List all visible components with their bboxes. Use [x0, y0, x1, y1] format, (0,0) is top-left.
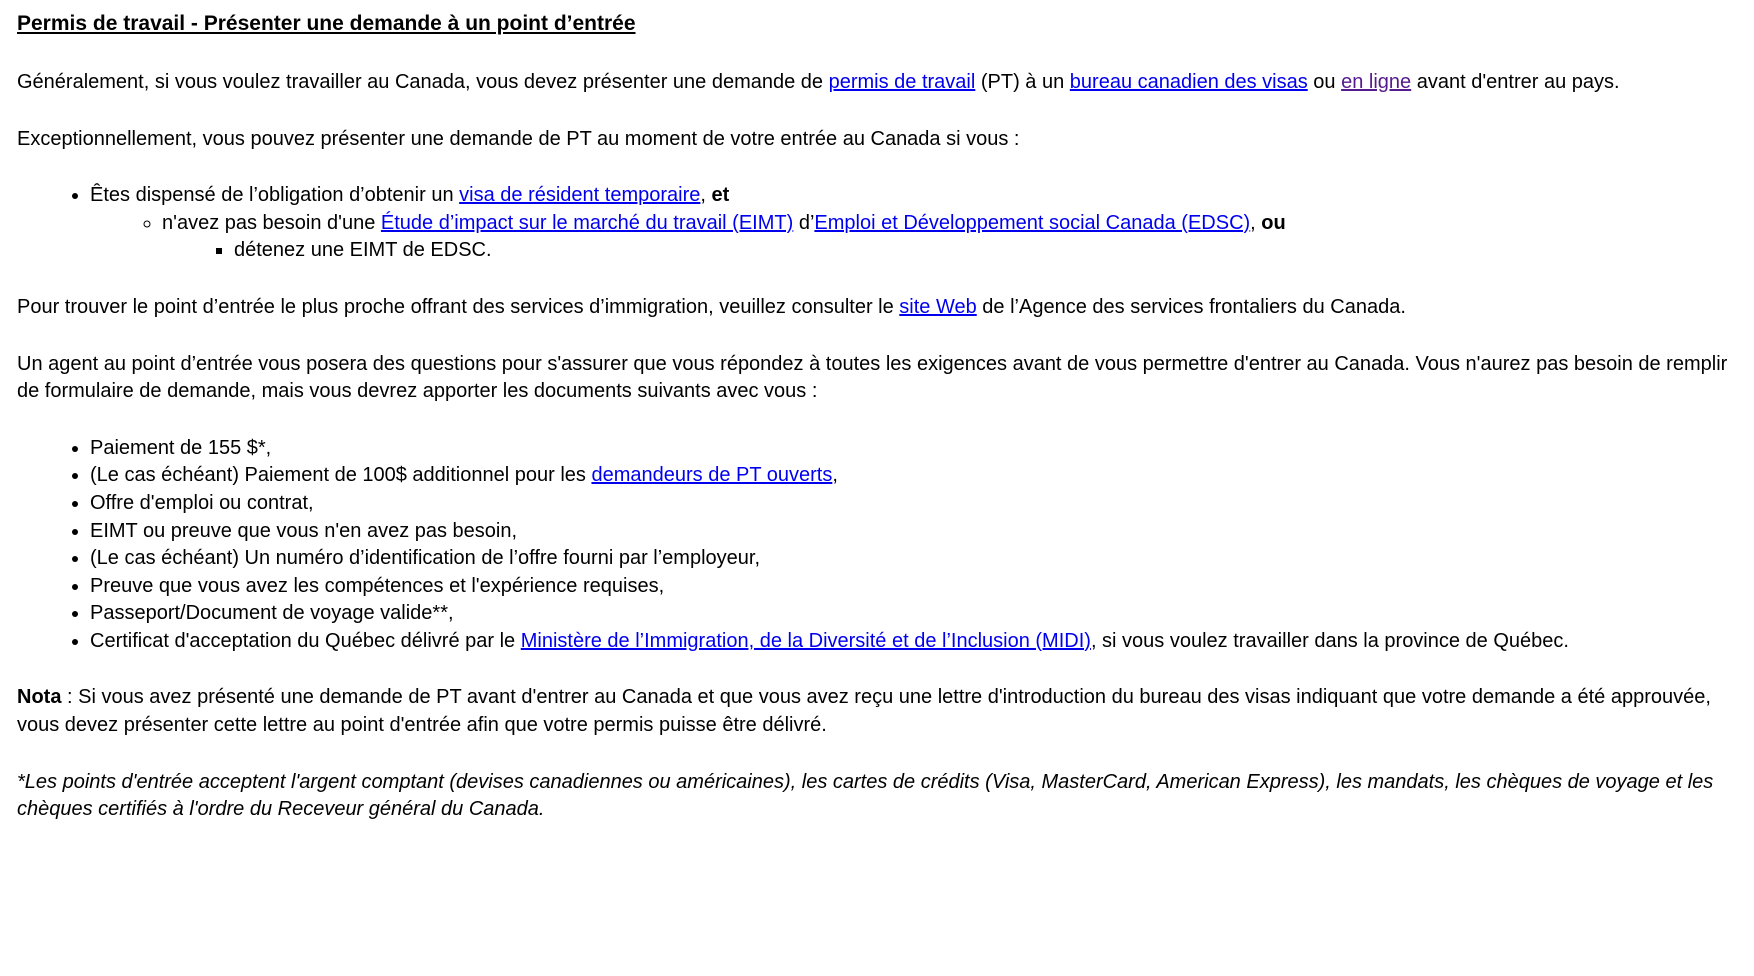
text-run: Êtes dispensé de l’obligation d’obtenir un [90, 184, 460, 207]
text-run: EIMT ou preuve que vous n'en avez pas besoin, [90, 519, 518, 542]
text-run: Passeport/Document de voyage valide**, [90, 602, 454, 625]
text-run: Preuve que vous avez les compétences et l'expérience requises, [90, 574, 665, 597]
documents-list [17, 435, 1737, 656]
text-run: , [700, 184, 712, 207]
text-run: détenez une EIMT de EDSC. [234, 239, 492, 262]
text-run: Généralement, si vous voulez travailler au Canada, vous devez présenter une demande de [17, 70, 829, 93]
text-run: , [832, 464, 838, 487]
list-item [90, 518, 1737, 546]
list-item [90, 182, 1737, 265]
page-title: Permis de travail - Présenter une demande à un point d’entrée [17, 12, 636, 35]
text-run: avant d'entrer au pays. [1411, 70, 1620, 93]
text-run: Un agent au point d’entrée vous posera des questions pour s'assurer que vous répondez à toutes les exigences avant de vous permettre d'entrer au Canada. Vous n'aurez pas besoin de remplir de formulaire de demande, mais vous devrez apporter les documents suivants avec vous : [17, 352, 1728, 403]
text-run: , [1250, 211, 1262, 234]
text-run: Exceptionnellement, vous pouvez présenter une demande de PT au moment de votre entrée au Canada si vous : [17, 127, 1020, 150]
link[interactable]: site Web [899, 295, 977, 318]
text-run: n'avez pas besoin d'une [162, 211, 381, 234]
list-item [234, 237, 1737, 265]
footnote-paragraph [17, 769, 1737, 824]
link[interactable]: permis de travail [828, 70, 976, 93]
content [17, 69, 1737, 824]
conditions-list [17, 182, 1737, 265]
list-item [90, 600, 1737, 628]
link[interactable]: bureau canadien des visas [1069, 70, 1308, 93]
list-item [90, 435, 1737, 463]
text-run: de l’Agence des services frontaliers du Canada. [976, 295, 1406, 318]
text-run: et [711, 184, 730, 207]
text-run: Nota [17, 686, 62, 709]
list-item [90, 573, 1737, 601]
exception-paragraph [17, 126, 1737, 154]
text-run: Pour trouver le point d’entrée le plus proche offrant des services d’immigration, veuillez consulter le [17, 295, 900, 318]
text-run: : Si vous avez présenté une demande de PT avant d'entrer au Canada et que vous avez reçu une lettre d'introduction du bureau des visas indiquant que votre demande a été approuvée, vous devez présenter cette lettre au point d'entrée afin que votre permis puisse être délivré. [17, 686, 1711, 737]
text-run: (PT) à un [975, 70, 1070, 93]
sub-list [162, 237, 1737, 265]
intro-paragraph [17, 69, 1737, 97]
text-run: ou [1261, 211, 1286, 234]
port-of-entry-paragraph [17, 294, 1737, 322]
list-item [90, 628, 1737, 656]
list-item [90, 545, 1737, 573]
link[interactable]: Étude d’impact sur le marché du travail (EIMT) [380, 211, 794, 234]
link[interactable]: Emploi et Développement social Canada (EDSC) [814, 211, 1251, 234]
list-item [162, 210, 1737, 265]
sub-list [90, 210, 1737, 265]
text-run: *Les points d'entrée acceptent l'argent comptant (devises canadiennes ou américaines), les cartes de crédits (Visa, MasterCard, American Express), les mandats, les chèques de voyage et les chèques certifiés à l'ordre du Receveur général du Canada. [17, 770, 1714, 821]
text-run: (Le cas échéant) Paiement de 100$ additionnel pour les [90, 464, 592, 487]
agent-paragraph [17, 351, 1737, 406]
text-run: Offre d'emploi ou contrat, [90, 491, 314, 514]
text-run: , si vous voulez travailler dans la province de Québec. [1090, 629, 1569, 652]
text-run: Certificat d'acceptation du Québec délivré par le [90, 629, 521, 652]
text-run: d’ [793, 211, 815, 234]
list-item [90, 462, 1737, 490]
text-run: (Le cas échéant) Un numéro d’identification de l’offre fourni par l’employeur, [90, 547, 760, 570]
link[interactable]: visa de résident temporaire [459, 184, 701, 207]
link[interactable]: Ministère de l’Immigration, de la Diversité et de l’Inclusion (MIDI) [520, 629, 1091, 652]
list-item [90, 490, 1737, 518]
nota-paragraph [17, 684, 1737, 739]
text-run: ou [1307, 70, 1342, 93]
link[interactable]: demandeurs de PT ouverts [591, 464, 833, 487]
text-run: Paiement de 155 $*, [90, 436, 272, 459]
visited-link[interactable]: en ligne [1341, 70, 1412, 93]
